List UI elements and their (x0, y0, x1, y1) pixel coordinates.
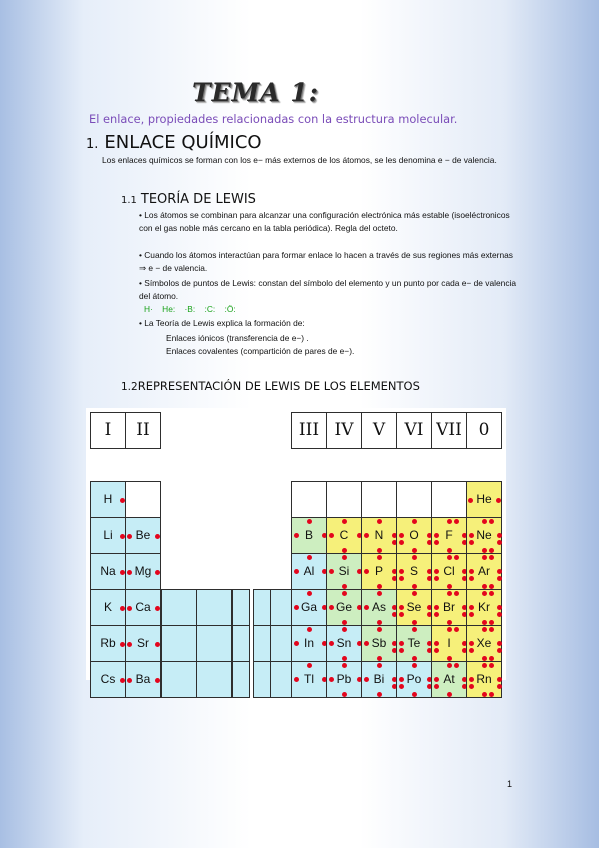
valence-electron-dot (482, 627, 487, 632)
section-1-number: 1. (86, 137, 99, 152)
transition-metal-block (232, 661, 250, 698)
element-cell (361, 589, 397, 626)
element-symbol: Bi (373, 672, 385, 686)
valence-electron-dot (454, 627, 459, 632)
lewis-periodic-table (86, 408, 506, 686)
element-cell (361, 625, 397, 662)
element-symbol (397, 482, 431, 517)
element-symbol: Na (100, 564, 116, 578)
element-cell (291, 481, 327, 518)
group-header: III (291, 412, 327, 449)
valence-electron-dot (399, 677, 404, 682)
valence-electron-dot (434, 684, 439, 689)
valence-electron-dot (155, 678, 160, 683)
element-symbol: Rb (100, 636, 116, 650)
valence-electron-dot (469, 540, 474, 545)
valence-electron-dot (127, 606, 132, 611)
element-symbol: Al (303, 564, 315, 578)
valence-electron-dot (469, 569, 474, 574)
element-cell (326, 589, 362, 626)
element-symbol: F (445, 528, 453, 542)
page-title: TEMA 1: (191, 78, 320, 107)
element-cell (431, 517, 467, 554)
element-cell (396, 553, 432, 590)
valence-electron-dot (412, 555, 417, 560)
valence-electron-dot (489, 692, 494, 697)
valence-electron-dot (454, 663, 459, 668)
element-cell (90, 481, 126, 518)
element-cell (90, 517, 126, 554)
valence-electron-dot (447, 692, 452, 697)
element-symbol: Si (338, 564, 350, 578)
element-cell (431, 589, 467, 626)
element-cell (396, 481, 432, 518)
valence-electron-dot (497, 641, 502, 646)
valence-electron-dot (447, 627, 452, 632)
valence-electron-dot (434, 576, 439, 581)
valence-electron-dot (497, 648, 502, 653)
valence-electron-dot (399, 576, 404, 581)
valence-electron-dot (497, 684, 502, 689)
valence-electron-dot (469, 648, 474, 653)
valence-electron-dot (454, 555, 459, 560)
element-cell (326, 553, 362, 590)
valence-electron-dot (497, 576, 502, 581)
section-1-2-heading (121, 379, 420, 393)
element-symbol: He (476, 492, 492, 506)
section-1-1-heading (121, 192, 256, 207)
element-cell (291, 589, 327, 626)
valence-electron-dot (447, 519, 452, 524)
valence-electron-dot (307, 627, 312, 632)
valence-electron-dot (342, 663, 347, 668)
element-cell (125, 589, 161, 626)
valence-electron-dot (377, 627, 382, 632)
valence-electron-dot (482, 555, 487, 560)
valence-electron-dot (399, 684, 404, 689)
valence-electron-dot (469, 677, 474, 682)
element-symbol: S (409, 564, 418, 578)
element-symbol: Br (443, 600, 455, 614)
element-cell (125, 625, 161, 662)
element-symbol: Te (407, 636, 421, 650)
valence-electron-dot (434, 540, 439, 545)
valence-electron-dot (454, 591, 459, 596)
valence-electron-dot (294, 641, 299, 646)
valence-electron-dot (364, 605, 369, 610)
valence-electron-dot (342, 555, 347, 560)
section-1-1-title: TEORÍA DE LEWIS (140, 192, 256, 207)
transition-metal-block (253, 589, 271, 626)
section-1-2-number: 1.2 (121, 381, 138, 393)
valence-electron-dot (329, 605, 334, 610)
transition-metal-block (253, 625, 271, 662)
element-cell (361, 661, 397, 698)
transition-metal-block (196, 661, 232, 698)
valence-electron-dot (399, 605, 404, 610)
valence-electron-dot (434, 677, 439, 682)
bullet-lewis-theory: • La Teoría de Lewis explica la formación de: (139, 318, 305, 328)
bullet-lewis-symbols: • Símbolos de puntos de Lewis: constan del símbolo del elemento y un punto por cada e− de valencia del átomo. (139, 278, 517, 302)
valence-electron-dot (468, 498, 473, 503)
valence-electron-dot (342, 627, 347, 632)
element-symbol: Cs (100, 672, 116, 686)
element-cell (466, 625, 502, 662)
section-1-paragraph: Los enlaces químicos se forman con los e− más externos de los átomos, se les denomina e − de valencia. (102, 155, 497, 165)
valence-electron-dot (364, 533, 369, 538)
transition-metal-block (161, 661, 197, 698)
element-symbol: P (374, 564, 383, 578)
valence-electron-dot (294, 677, 299, 682)
element-cell (361, 517, 397, 554)
element-cell (396, 589, 432, 626)
element-symbol (432, 482, 466, 517)
valence-electron-dot (447, 555, 452, 560)
element-symbol: Mg (134, 564, 152, 578)
valence-electron-dot (412, 519, 417, 524)
valence-electron-dot (307, 591, 312, 596)
valence-electron-dot (127, 642, 132, 647)
valence-electron-dot (489, 663, 494, 668)
valence-electron-dot (127, 534, 132, 539)
valence-electron-dot (447, 591, 452, 596)
element-cell (431, 661, 467, 698)
valence-electron-dot (482, 519, 487, 524)
section-1-1-number: 1.1 (121, 195, 137, 206)
valence-electron-dot (469, 684, 474, 689)
valence-electron-dot (307, 663, 312, 668)
transition-metal-block (161, 625, 197, 662)
element-cell (361, 481, 397, 518)
valence-electron-dot (497, 605, 502, 610)
bullet-valence-electrons: • Cuando los átomos interactúan para formar enlace lo hacen a través de sus regiones más externas ⇒ e − de valencia. (139, 250, 513, 274)
valence-electron-dot (399, 569, 404, 574)
element-cell (125, 517, 161, 554)
valence-electron-dot (482, 591, 487, 596)
valence-electron-dot (434, 533, 439, 538)
valence-electron-dot (412, 663, 417, 668)
element-cell (326, 517, 362, 554)
valence-electron-dot (469, 612, 474, 617)
element-symbol: Ba (135, 672, 151, 686)
element-cell (396, 517, 432, 554)
valence-electron-dot (127, 570, 132, 575)
element-cell (125, 553, 161, 590)
element-cell (90, 625, 126, 662)
valence-electron-dot (482, 692, 487, 697)
transition-metal-block (161, 589, 197, 626)
valence-electron-dot (399, 641, 404, 646)
element-cell (466, 517, 502, 554)
group-header: VII (431, 412, 467, 449)
valence-electron-dot (489, 627, 494, 632)
valence-electron-dot (329, 641, 334, 646)
group-header: 0 (466, 412, 502, 449)
valence-electron-dot (127, 678, 132, 683)
valence-electron-dot (496, 498, 501, 503)
valence-electron-dot (434, 569, 439, 574)
valence-electron-dot (469, 641, 474, 646)
element-symbol: Ga (300, 600, 317, 614)
valence-electron-dot (294, 605, 299, 610)
group-header: V (361, 412, 397, 449)
element-symbol (327, 482, 361, 517)
valence-electron-dot (155, 606, 160, 611)
element-symbol: Cl (443, 564, 455, 578)
element-cell (466, 553, 502, 590)
valence-electron-dot (399, 648, 404, 653)
valence-electron-dot (454, 519, 459, 524)
element-symbol: In (303, 636, 314, 650)
group-header: I (90, 412, 126, 449)
valence-electron-dot (497, 677, 502, 682)
valence-electron-dot (412, 591, 417, 596)
valence-electron-dot (155, 534, 160, 539)
valence-electron-dot (377, 555, 382, 560)
element-cell (431, 625, 467, 662)
element-cell (431, 481, 467, 518)
valence-electron-dot (399, 533, 404, 538)
element-cell (466, 481, 502, 518)
element-symbol: H (103, 492, 113, 506)
transition-metal-block (270, 589, 292, 626)
valence-electron-dot (342, 519, 347, 524)
valence-electron-dot (489, 555, 494, 560)
element-cell (326, 481, 362, 518)
element-symbol: Ge (335, 600, 352, 614)
group-header: VI (396, 412, 432, 449)
valence-electron-dot (377, 692, 382, 697)
lewis-symbol-examples: H· He: ·B: :C: :Ö: (144, 304, 236, 314)
valence-electron-dot (469, 605, 474, 610)
valence-electron-dot (377, 663, 382, 668)
element-symbol (292, 482, 326, 517)
element-symbol: Se (406, 600, 422, 614)
element-symbol: Be (135, 528, 151, 542)
valence-electron-dot (489, 519, 494, 524)
valence-electron-dot (364, 677, 369, 682)
element-symbol: Kr (478, 600, 490, 614)
element-cell (291, 553, 327, 590)
valence-electron-dot (294, 569, 299, 574)
valence-electron-dot (469, 533, 474, 538)
valence-electron-dot (489, 591, 494, 596)
element-symbol: At (443, 672, 455, 686)
element-cell (125, 661, 161, 698)
valence-electron-dot (307, 555, 312, 560)
section-1-2-title: REPRESENTACIÓN DE LEWIS DE LOS ELEMENTOS (137, 379, 420, 393)
valence-electron-dot (329, 569, 334, 574)
element-cell (431, 553, 467, 590)
section-1-heading (86, 132, 262, 153)
element-symbol: C (339, 528, 349, 542)
valence-electron-dot (469, 576, 474, 581)
element-cell (396, 625, 432, 662)
element-symbol: I (447, 636, 451, 650)
valence-electron-dot (447, 663, 452, 668)
element-symbol: As (371, 600, 386, 614)
valence-electron-dot (377, 519, 382, 524)
valence-electron-dot (364, 569, 369, 574)
valence-electron-dot (364, 641, 369, 646)
element-cell (90, 589, 126, 626)
element-cell (125, 481, 161, 518)
element-cell (466, 661, 502, 698)
valence-electron-dot (482, 663, 487, 668)
valence-electron-dot (294, 533, 299, 538)
element-symbol: Xe (476, 636, 492, 650)
element-symbol: Ar (478, 564, 490, 578)
sub-item-ionic-bonds: Enlaces iónicos (transferencia de e−) . (166, 333, 309, 343)
valence-electron-dot (329, 533, 334, 538)
element-symbol: N (374, 528, 384, 542)
page-subtitle: El enlace, propiedades relacionadas con la estructura molecular. (89, 112, 458, 126)
element-symbol: Sn (336, 636, 352, 650)
element-symbol: Sr (137, 636, 149, 650)
element-symbol: K (103, 600, 112, 614)
valence-electron-dot (434, 641, 439, 646)
valence-electron-dot (434, 612, 439, 617)
transition-metal-block (253, 661, 271, 698)
bullet-octet-rule: • Los átomos se combinan para alcanzar una configuración electrónica más estable (isoeléctronicos con el gas noble más cercano en la tabla periódica). Regla del octeto. (139, 210, 510, 234)
group-header: IV (326, 412, 362, 449)
valence-electron-dot (155, 642, 160, 647)
element-symbol: O (409, 528, 419, 542)
valence-electron-dot (155, 570, 160, 575)
valence-electron-dot (399, 612, 404, 617)
element-symbol: B (304, 528, 313, 542)
element-symbol (362, 482, 396, 517)
valence-electron-dot (497, 540, 502, 545)
valence-electron-dot (497, 533, 502, 538)
valence-electron-dot (342, 692, 347, 697)
section-1-title: ENLACE QUÍMICO (104, 132, 262, 153)
element-symbol: Pb (336, 672, 352, 686)
element-cell (291, 625, 327, 662)
valence-electron-dot (434, 605, 439, 610)
valence-electron-dot (399, 540, 404, 545)
element-cell (90, 553, 126, 590)
valence-electron-dot (307, 519, 312, 524)
valence-electron-dot (329, 677, 334, 682)
element-cell (291, 661, 327, 698)
element-cell (90, 661, 126, 698)
transition-metal-block (270, 661, 292, 698)
valence-electron-dot (497, 612, 502, 617)
transition-metal-block (196, 625, 232, 662)
element-symbol: Li (103, 528, 113, 542)
group-header: II (125, 412, 161, 449)
valence-electron-dot (412, 692, 417, 697)
transition-metal-block (270, 625, 292, 662)
element-cell (326, 661, 362, 698)
transition-metal-block (232, 625, 250, 662)
element-symbol: Ca (135, 600, 151, 614)
element-symbol: Sb (371, 636, 387, 650)
element-symbol: Tl (304, 672, 314, 686)
transition-metal-block (232, 589, 250, 626)
element-cell (326, 625, 362, 662)
element-cell (466, 589, 502, 626)
valence-electron-dot (497, 569, 502, 574)
element-cell (291, 517, 327, 554)
page-number: 1 (507, 779, 513, 789)
element-symbol: Po (406, 672, 422, 686)
element-cell (361, 553, 397, 590)
element-symbol (126, 482, 160, 517)
transition-metal-block (196, 589, 232, 626)
valence-electron-dot (377, 591, 382, 596)
element-cell (396, 661, 432, 698)
valence-electron-dot (342, 591, 347, 596)
element-symbol: Rn (476, 672, 492, 686)
sub-item-covalent-bonds: Enlaces covalentes (compartición de pares de e−). (166, 346, 355, 356)
element-symbol: Ne (476, 528, 492, 542)
valence-electron-dot (412, 627, 417, 632)
valence-electron-dot (434, 648, 439, 653)
